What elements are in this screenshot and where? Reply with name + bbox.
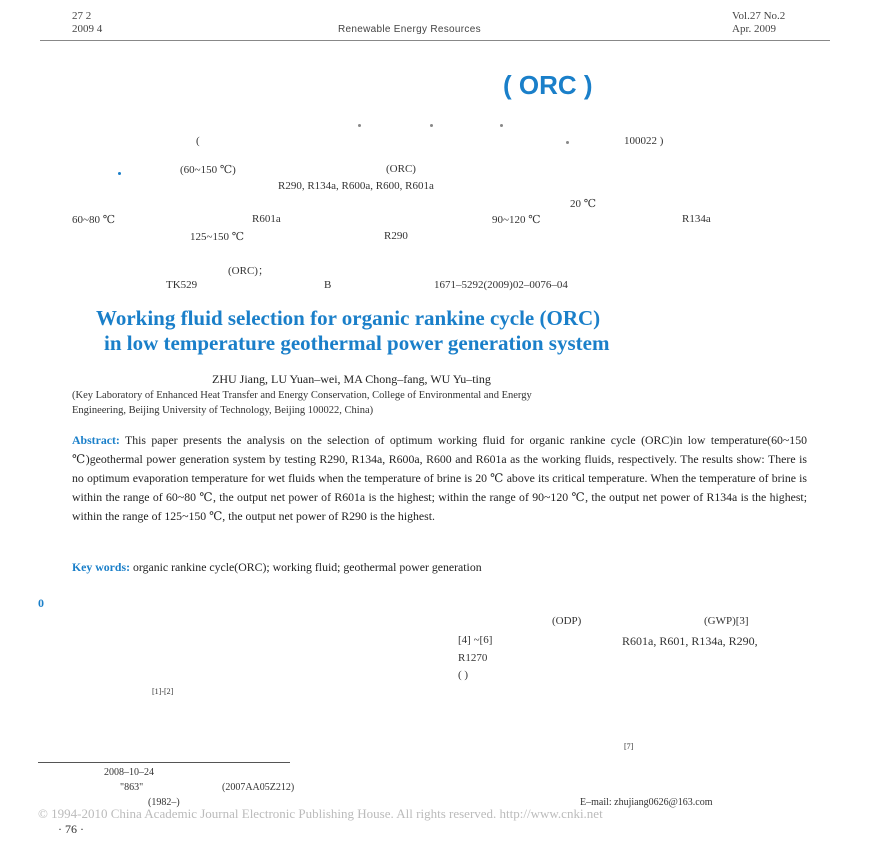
cn-abstract-fluid-1: R601a [252,213,281,225]
cn-author-sep [358,118,361,130]
cn-abstract-fluid-3: R290 [384,230,408,242]
body-paren: ( ) [458,669,469,681]
en-title-line2: in low temperature geothermal power generation system [104,331,610,355]
en-title-line1: Working fluid selection for organic rankine cycle (ORC) [96,306,601,330]
body-ref-7: [7] [624,742,634,751]
cn-article-id: 1671–5292(2009)02–0076–04 [434,279,568,291]
cn-abstract-orc: (ORC) [386,163,416,175]
en-affiliation-line2: Engineering, Beijing University of Technology, Beijing 100022, China) [72,405,374,416]
cn-abstract-fluid-2: R134a [682,213,711,225]
cn-affiliation-sep [566,135,569,147]
footnote-fund-number: (2007AA05Z212) [222,782,295,793]
cn-author-sep [500,118,503,130]
cn-abstract-label-mark [118,166,121,178]
en-affiliation-line1: (Key Laboratory of Enhanced Heat Transfer and Energy Conservation, College of Environmental and Energy [72,390,532,401]
body-ref-1-2: [1]-[2] [152,687,174,696]
header-date-en: Apr. 2009 [732,23,776,35]
cn-document-code: B [324,279,332,291]
en-keywords [72,560,482,575]
cn-author-sep [430,118,433,130]
copyright-watermark: © 1994-2010 China Academic Journal Electronic Publishing House. All rights reserved. http://www.cnki.net [38,806,603,821]
header-rule [40,40,830,41]
journal-name: Renewable Energy Resources [338,24,481,35]
body-ref-4-6: [4] ~[6] [458,634,493,646]
en-abstract [72,431,807,526]
cn-abstract-range-3: 125~150 ℃ [190,231,245,243]
header-volume-en: Vol.27 No.2 [732,10,786,22]
cn-abstract-temp: 20 ℃ [570,198,597,210]
keywords-text: organic rankine cycle(ORC); working fluid; geothermal power generation [132,560,482,574]
cn-abstract-range-2: 90~120 ℃ [492,214,541,226]
body-fluids: R601a, R601, R134a, R290, [622,634,758,648]
header-year-cn: 2009 4 [72,23,103,35]
abstract-text: This paper presents the analysis on the selection of optimum working fluid for organic rankine cycle (ORC)in low temperature(60~150 ℃)geothermal power generation system by testing R290, R134a, R600a, R600 and R601a as the working fluids, respectively. The results show: There is no optimum evaporation temperature for wet fluids when the temperature of brine is 20 ℃ above its critical temperature. When the temperature of brine is within the range of 60~80 ℃, the output net power of R601a is the highest; within the range of 90~120 ℃, the output net power of R134a is the highest; within the range of 125~150 ℃, the output net power of R290 is the highest. [72,433,807,523]
cn-affiliation-open: ( [196,135,200,147]
section-number: 0 [38,596,44,610]
cn-clc-number: TK529 [166,279,198,291]
abstract-label: Abstract: [72,433,120,447]
body-gwp: (GWP)[3] [704,615,749,627]
footnote-received: 2008–10–24 [104,767,154,778]
cn-abstract-fluids: R290, R134a, R600a, R600, R601a [278,180,434,192]
cn-keywords-orc: (ORC)； [228,265,269,277]
body-r1270: R1270 [458,652,488,664]
body-odp: (ODP) [552,615,582,627]
footnote-email: E–mail: zhujiang0626@163.com [580,797,713,808]
cn-affiliation-postcode: 100022 ) [624,135,664,147]
cn-title: ( ORC ) [503,70,593,100]
footnote-author-year: (1982–) [148,797,180,808]
keywords-label: Key words: [72,560,130,574]
footnote-fund-program: "863" [120,782,144,793]
footnote-rule [38,762,290,763]
header-volume-cn: 27 2 [72,10,92,22]
cn-abstract-range: (60~150 ℃) [180,164,236,176]
en-authors: ZHU Jiang, LU Yuan–wei, MA Chong–fang, WU Yu–ting [212,372,491,386]
page-number: · 76 · [58,822,84,836]
cn-abstract-range-1: 60~80 ℃ [72,214,116,226]
